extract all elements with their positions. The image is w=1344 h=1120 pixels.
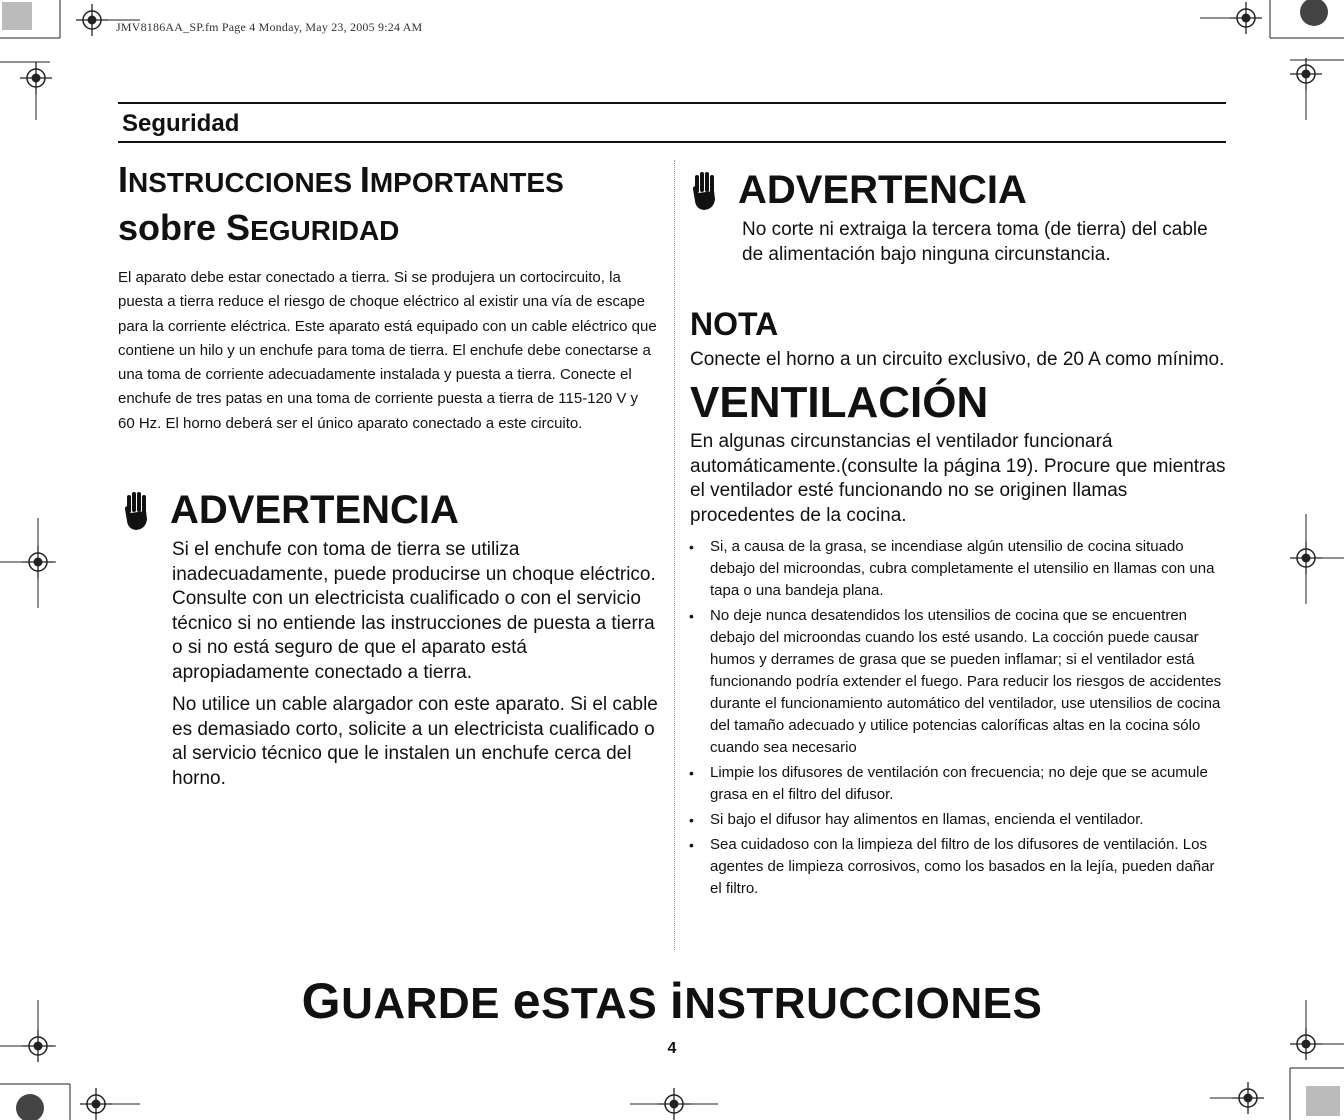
warning-left-text-2: No utilice un cable alargador con este aparato. Si el cable es demasiado corto, solicite a un electricista cualificado o al servicio técnico que le instalen un enchufe cerca del horno. bbox=[172, 694, 658, 789]
grounding-paragraph: El aparato debe estar conectado a tierra. Si se produjera un cortocircuito, la puesta a tierra reduce el riesgo de choque eléctrico al existir una vía de escape para la corriente eléctrica. Este aparato está equipado con un cable eléctrico que contiene un hilo y un enchufe para toma de tierra. El enchufe debe conectarse a una toma de corriente adecuadamente instalada y puesta a tierra. Conecte el enchufe de tres patas en una toma de corriente puesta a tierra de 115-120 V y 60 Hz. El horno deberá ser el único aparato conectado a este circuito. bbox=[118, 269, 657, 432]
section-label: Seguridad bbox=[122, 110, 240, 137]
nota-heading: NOTA bbox=[690, 306, 779, 342]
ventilacion-intro: En algunas circunstancias el ventilador funcionará automáticamente.(consulte la página 19). Procure que mientras el ventilador esté funcionando no se originen llamas procedentes de la cocina. bbox=[690, 431, 1226, 526]
nota-text: Conecte el horno a un circuito exclusivo, de 20 A como mínimo. bbox=[690, 349, 1225, 370]
list-item: • Limpie los difusores de ventilación con frecuencia; no deje que se acumule grasa en el filtro del difusor. bbox=[688, 762, 1228, 806]
warning-left-heading: ADVERTENCIA bbox=[124, 488, 459, 533]
section-rule bbox=[118, 141, 1226, 143]
list-item: • No deje nunca desatendidos los utensilios de cocina que se encuentren debajo del microondas cuando los esté usando. La cocción puede causar humos y derrames de grasa que se pueden inflamar; si el ventilador está funcionando podría extender el fuego. Para reducir los riesgos de accidentes durante el funcionamiento automático del ventilador, use utensilios de cocina del tamaño adecuado y utilice potencias caloríficas altas en la cocina sólo cuando sea necesario bbox=[688, 605, 1228, 759]
column-divider bbox=[674, 160, 675, 950]
ventilacion-bullets bbox=[688, 536, 1228, 903]
warning-right-text: No corte ni extraiga la tercera toma (de tierra) del cable de alimentación bajo ninguna circunstancia. bbox=[742, 219, 1208, 265]
main-title: INSTRUCCIONES IMPORTANTES sobre SEGURIDAD bbox=[118, 159, 564, 248]
footer-title: GUARDE eSTAS iNSTRUCCIONES bbox=[301, 973, 1043, 1029]
warning-right-heading: ADVERTENCIA bbox=[692, 168, 1027, 213]
list-item: • Sea cuidadoso con la limpieza del filtro de los difusores de ventilación. Los agentes de limpieza corrosivos, como los basados en la lejía, pueden dañar el filtro. bbox=[688, 834, 1228, 900]
list-item: • Si, a causa de la grasa, se incendiase algún utensilio de cocina situado debajo del microondas, cubra completamente el utensilio en llamas con una tapa o una bandeja plana. bbox=[688, 536, 1228, 602]
ventilacion-heading: VENTILACIÓN bbox=[690, 378, 989, 427]
hand-warning-icon bbox=[692, 171, 718, 211]
list-item: • Si bajo el difusor hay alimentos en llamas, encienda el ventilador. bbox=[688, 809, 1228, 831]
warning-left-text-1: Si el enchufe con toma de tierra se utiliza inadecuadamente, puede producirse un choque eléctrico. Consulte con un electricista cualificado o con el servicio técnico si no entiende las instrucciones de puesta a tierra o si no está seguro de que el aparato está apropiadamente conectado a tierra. bbox=[172, 539, 656, 683]
top-rule bbox=[118, 102, 1226, 104]
page-number: 4 bbox=[667, 1040, 677, 1057]
print-header: JMV8186AA_SP.fm Page 4 Monday, May 23, 2005 9:24 AM bbox=[116, 20, 423, 34]
hand-warning-icon bbox=[124, 491, 150, 531]
